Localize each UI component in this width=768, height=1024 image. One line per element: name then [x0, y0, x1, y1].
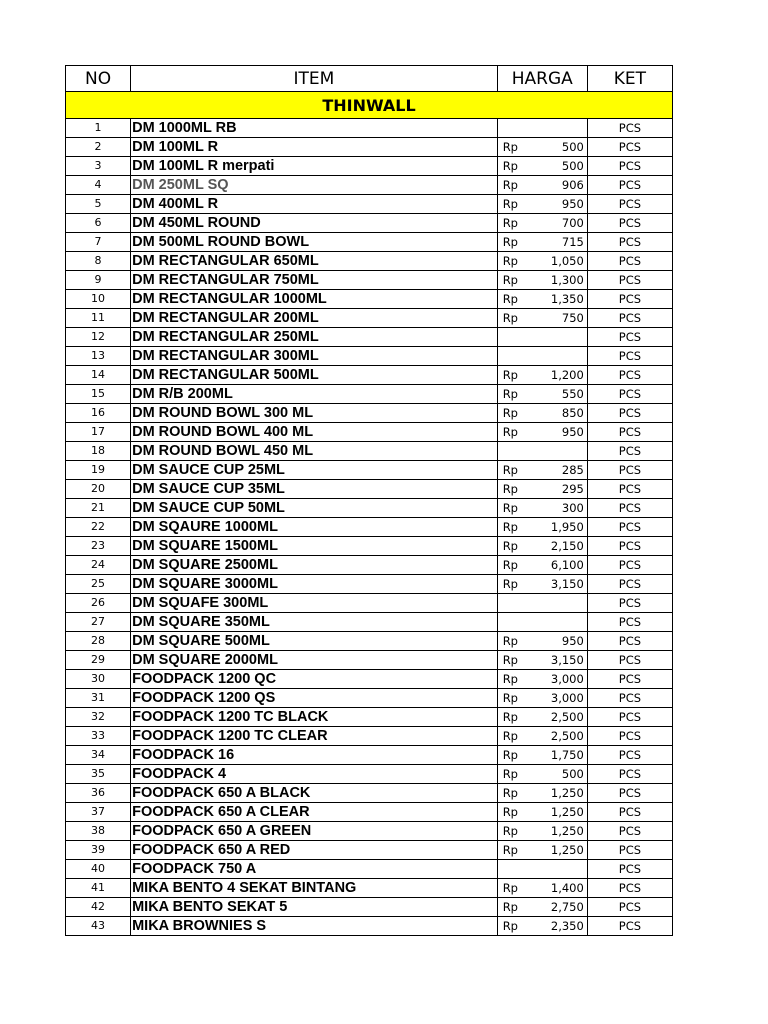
currency-label: Rp: [502, 368, 518, 382]
price-value: 715: [561, 235, 584, 249]
table-row: [66, 442, 673, 461]
price-value: 1,400: [550, 881, 584, 895]
row-number: 4: [66, 176, 131, 195]
unit-cell: PCS: [587, 157, 672, 176]
row-number: 31: [66, 689, 131, 708]
row-number: 23: [66, 537, 131, 556]
row-number: 20: [66, 480, 131, 499]
currency-label: Rp: [502, 273, 518, 287]
price-value: 1,350: [550, 292, 584, 306]
table-row: [66, 347, 673, 366]
table-row: [66, 708, 673, 727]
table-row: [66, 613, 673, 632]
price-value: 2,500: [550, 729, 584, 743]
price-value: 950: [561, 197, 584, 211]
unit-cell: PCS: [587, 385, 672, 404]
table-row: [66, 176, 673, 195]
price-value: 285: [561, 463, 584, 477]
price-cell: [497, 765, 587, 784]
table-row: [66, 575, 673, 594]
item-name: FOODPACK 1200 TC BLACK: [131, 708, 498, 727]
header-item: ITEM: [131, 66, 498, 92]
table-row: [66, 765, 673, 784]
row-number: 29: [66, 651, 131, 670]
table-row: [66, 385, 673, 404]
row-number: 38: [66, 822, 131, 841]
unit-cell: PCS: [587, 860, 672, 879]
price-value: 6,100: [550, 558, 584, 572]
item-name: FOODPACK 650 A BLACK: [131, 784, 498, 803]
currency-label: Rp: [502, 482, 518, 496]
currency-label: Rp: [502, 216, 518, 230]
currency-label: Rp: [502, 387, 518, 401]
unit-cell: PCS: [587, 708, 672, 727]
item-name: MIKA BROWNIES S: [131, 917, 498, 936]
item-name: DM SAUCE CUP 35ML: [131, 480, 498, 499]
price-cell: [497, 138, 587, 157]
row-number: 3: [66, 157, 131, 176]
price-cell: [497, 651, 587, 670]
item-name: MIKA BENTO SEKAT 5: [131, 898, 498, 917]
row-number: 27: [66, 613, 131, 632]
unit-cell: PCS: [587, 119, 672, 138]
price-cell: [497, 290, 587, 309]
row-number: 9: [66, 271, 131, 290]
price-cell: [497, 803, 587, 822]
price-cell: [497, 727, 587, 746]
row-number: 35: [66, 765, 131, 784]
price-cell: [497, 499, 587, 518]
table-row: [66, 860, 673, 879]
table-row: [66, 214, 673, 233]
unit-cell: PCS: [587, 423, 672, 442]
table-row: [66, 537, 673, 556]
row-number: 17: [66, 423, 131, 442]
price-value: 1,050: [550, 254, 584, 268]
currency-label: Rp: [502, 824, 518, 838]
currency-label: Rp: [502, 881, 518, 895]
price-cell: [497, 689, 587, 708]
unit-cell: PCS: [587, 670, 672, 689]
currency-label: Rp: [502, 786, 518, 800]
price-cell: [497, 708, 587, 727]
price-value: 750: [561, 311, 584, 325]
table-row: [66, 423, 673, 442]
table-row: [66, 803, 673, 822]
unit-cell: PCS: [587, 176, 672, 195]
price-cell: [497, 480, 587, 499]
currency-label: Rp: [502, 425, 518, 439]
price-cell: [497, 879, 587, 898]
price-value: 2,500: [550, 710, 584, 724]
table-row: [66, 480, 673, 499]
table-row: [66, 898, 673, 917]
row-number: 34: [66, 746, 131, 765]
price-cell: [497, 442, 587, 461]
price-value: 850: [561, 406, 584, 420]
currency-label: Rp: [502, 710, 518, 724]
price-cell: [497, 917, 587, 936]
price-cell: [497, 328, 587, 347]
row-number: 1: [66, 119, 131, 138]
item-name: DM 100ML R: [131, 138, 498, 157]
table-row: [66, 727, 673, 746]
currency-label: Rp: [502, 501, 518, 515]
item-name: DM SQUARE 500ML: [131, 632, 498, 651]
row-number: 19: [66, 461, 131, 480]
item-name: FOODPACK 1200 QC: [131, 670, 498, 689]
price-cell: [497, 575, 587, 594]
price-cell: [497, 176, 587, 195]
row-number: 25: [66, 575, 131, 594]
unit-cell: PCS: [587, 651, 672, 670]
price-value: 906: [561, 178, 584, 192]
unit-cell: PCS: [587, 689, 672, 708]
unit-cell: PCS: [587, 727, 672, 746]
row-number: 36: [66, 784, 131, 803]
row-number: 33: [66, 727, 131, 746]
table-row: [66, 651, 673, 670]
item-name: DM SQUARE 350ML: [131, 613, 498, 632]
table-row: [66, 195, 673, 214]
price-cell: [497, 404, 587, 423]
unit-cell: PCS: [587, 328, 672, 347]
price-value: 3,000: [550, 672, 584, 686]
currency-label: Rp: [502, 159, 518, 173]
item-name: DM ROUND BOWL 450 ML: [131, 442, 498, 461]
row-number: 16: [66, 404, 131, 423]
price-cell: [497, 594, 587, 613]
price-cell: [497, 537, 587, 556]
table-row: [66, 632, 673, 651]
price-cell: [497, 898, 587, 917]
unit-cell: PCS: [587, 613, 672, 632]
unit-cell: PCS: [587, 765, 672, 784]
unit-cell: PCS: [587, 841, 672, 860]
table-row: [66, 290, 673, 309]
currency-label: Rp: [502, 919, 518, 933]
price-cell: [497, 309, 587, 328]
currency-label: Rp: [502, 292, 518, 306]
unit-cell: PCS: [587, 347, 672, 366]
currency-label: Rp: [502, 178, 518, 192]
price-cell: [497, 556, 587, 575]
price-list-table: [65, 65, 673, 936]
unit-cell: PCS: [587, 214, 672, 233]
item-name: DM SQUARE 2000ML: [131, 651, 498, 670]
item-name: FOODPACK 650 A GREEN: [131, 822, 498, 841]
item-name: DM RECTANGULAR 500ML: [131, 366, 498, 385]
item-name: DM RECTANGULAR 1000ML: [131, 290, 498, 309]
item-name: DM SQUARE 2500ML: [131, 556, 498, 575]
row-number: 24: [66, 556, 131, 575]
price-value: 700: [561, 216, 584, 230]
table-row: [66, 841, 673, 860]
price-cell: [497, 157, 587, 176]
price-cell: [497, 366, 587, 385]
currency-label: Rp: [502, 729, 518, 743]
table-row: [66, 366, 673, 385]
item-name: DM SAUCE CUP 50ML: [131, 499, 498, 518]
currency-label: Rp: [502, 311, 518, 325]
row-number: 2: [66, 138, 131, 157]
currency-label: Rp: [502, 634, 518, 648]
table-row: [66, 271, 673, 290]
price-cell: [497, 518, 587, 537]
unit-cell: PCS: [587, 822, 672, 841]
unit-cell: PCS: [587, 442, 672, 461]
row-number: 8: [66, 252, 131, 271]
currency-label: Rp: [502, 235, 518, 249]
currency-label: Rp: [502, 254, 518, 268]
currency-label: Rp: [502, 843, 518, 857]
unit-cell: PCS: [587, 290, 672, 309]
unit-cell: PCS: [587, 746, 672, 765]
price-value: 2,350: [550, 919, 584, 933]
currency-label: Rp: [502, 406, 518, 420]
unit-cell: PCS: [587, 917, 672, 936]
item-name: DM ROUND BOWL 400 ML: [131, 423, 498, 442]
row-number: 5: [66, 195, 131, 214]
table-row: [66, 556, 673, 575]
item-name: DM R/B 200ML: [131, 385, 498, 404]
row-number: 32: [66, 708, 131, 727]
item-name: FOODPACK 4: [131, 765, 498, 784]
table-row: [66, 746, 673, 765]
price-cell: [497, 746, 587, 765]
currency-label: Rp: [502, 805, 518, 819]
header-ket: KET: [587, 66, 672, 92]
row-number: 21: [66, 499, 131, 518]
unit-cell: PCS: [587, 898, 672, 917]
table-row: [66, 119, 673, 138]
currency-label: Rp: [502, 577, 518, 591]
item-name: DM SQUARE 3000ML: [131, 575, 498, 594]
header-harga: HARGA: [497, 66, 587, 92]
table-row: [66, 328, 673, 347]
table-row: [66, 404, 673, 423]
item-name: FOODPACK 650 A CLEAR: [131, 803, 498, 822]
price-value: 3,000: [550, 691, 584, 705]
unit-cell: PCS: [587, 537, 672, 556]
category-label: THINWALL: [66, 92, 673, 119]
row-number: 15: [66, 385, 131, 404]
item-name: DM SAUCE CUP 25ML: [131, 461, 498, 480]
price-cell: [497, 423, 587, 442]
price-cell: [497, 632, 587, 651]
row-number: 26: [66, 594, 131, 613]
row-number: 37: [66, 803, 131, 822]
table-row: [66, 822, 673, 841]
unit-cell: PCS: [587, 632, 672, 651]
price-value: 1,300: [550, 273, 584, 287]
price-value: 500: [561, 159, 584, 173]
row-number: 7: [66, 233, 131, 252]
item-name: FOODPACK 650 A RED: [131, 841, 498, 860]
price-cell: [497, 271, 587, 290]
price-value: 500: [561, 767, 584, 781]
price-cell: [497, 860, 587, 879]
table-row: [66, 309, 673, 328]
price-cell: [497, 233, 587, 252]
row-number: 43: [66, 917, 131, 936]
price-value: 2,150: [550, 539, 584, 553]
item-name: DM 400ML R: [131, 195, 498, 214]
price-cell: [497, 822, 587, 841]
price-value: 950: [561, 425, 584, 439]
row-number: 22: [66, 518, 131, 537]
table-row: [66, 252, 673, 271]
unit-cell: PCS: [587, 404, 672, 423]
table-row: [66, 689, 673, 708]
price-value: 3,150: [550, 577, 584, 591]
price-cell: [497, 119, 587, 138]
item-name: DM 1000ML RB: [131, 119, 498, 138]
price-cell: [497, 347, 587, 366]
table-row: [66, 138, 673, 157]
currency-label: Rp: [502, 463, 518, 477]
price-value: 1,250: [550, 805, 584, 819]
currency-label: Rp: [502, 691, 518, 705]
table-row: [66, 784, 673, 803]
unit-cell: PCS: [587, 138, 672, 157]
item-name: FOODPACK 1200 QS: [131, 689, 498, 708]
price-value: 1,200: [550, 368, 584, 382]
item-name: DM SQUAFE 300ML: [131, 594, 498, 613]
row-number: 39: [66, 841, 131, 860]
currency-label: Rp: [502, 140, 518, 154]
table-row: [66, 917, 673, 936]
item-name: DM RECTANGULAR 650ML: [131, 252, 498, 271]
table-row: [66, 594, 673, 613]
price-cell: [497, 385, 587, 404]
price-cell: [497, 670, 587, 689]
currency-label: Rp: [502, 767, 518, 781]
item-name: FOODPACK 1200 TC CLEAR: [131, 727, 498, 746]
table-row: [66, 233, 673, 252]
table-row: [66, 461, 673, 480]
price-value: 295: [561, 482, 584, 496]
currency-label: Rp: [502, 748, 518, 762]
price-value: 300: [561, 501, 584, 515]
row-number: 12: [66, 328, 131, 347]
currency-label: Rp: [502, 520, 518, 534]
item-name: FOODPACK 750 A: [131, 860, 498, 879]
unit-cell: PCS: [587, 233, 672, 252]
price-cell: [497, 784, 587, 803]
price-cell: [497, 461, 587, 480]
price-value: 1,750: [550, 748, 584, 762]
unit-cell: PCS: [587, 556, 672, 575]
item-name: DM RECTANGULAR 250ML: [131, 328, 498, 347]
price-value: 550: [561, 387, 584, 401]
table-row: [66, 157, 673, 176]
unit-cell: PCS: [587, 803, 672, 822]
item-name: DM 250ML SQ: [131, 176, 498, 195]
price-value: 1,250: [550, 786, 584, 800]
currency-label: Rp: [502, 558, 518, 572]
category-row: [66, 92, 673, 119]
unit-cell: PCS: [587, 879, 672, 898]
row-number: 28: [66, 632, 131, 651]
unit-cell: PCS: [587, 252, 672, 271]
row-number: 42: [66, 898, 131, 917]
row-number: 18: [66, 442, 131, 461]
unit-cell: PCS: [587, 480, 672, 499]
price-value: 500: [561, 140, 584, 154]
item-name: DM SQAURE 1000ML: [131, 518, 498, 537]
table-row: [66, 670, 673, 689]
table-row: [66, 879, 673, 898]
price-cell: [497, 214, 587, 233]
unit-cell: PCS: [587, 575, 672, 594]
price-cell: [497, 613, 587, 632]
currency-label: Rp: [502, 539, 518, 553]
unit-cell: PCS: [587, 499, 672, 518]
price-value: 1,950: [550, 520, 584, 534]
row-number: 40: [66, 860, 131, 879]
row-number: 30: [66, 670, 131, 689]
unit-cell: PCS: [587, 195, 672, 214]
row-number: 11: [66, 309, 131, 328]
item-name: DM SQUARE 1500ML: [131, 537, 498, 556]
price-cell: [497, 195, 587, 214]
unit-cell: PCS: [587, 594, 672, 613]
currency-label: Rp: [502, 653, 518, 667]
currency-label: Rp: [502, 672, 518, 686]
row-number: 10: [66, 290, 131, 309]
item-name: DM 500ML ROUND BOWL: [131, 233, 498, 252]
unit-cell: PCS: [587, 461, 672, 480]
row-number: 14: [66, 366, 131, 385]
unit-cell: PCS: [587, 309, 672, 328]
price-value: 2,750: [550, 900, 584, 914]
row-number: 6: [66, 214, 131, 233]
item-name: FOODPACK 16: [131, 746, 498, 765]
item-name: DM RECTANGULAR 750ML: [131, 271, 498, 290]
row-number: 13: [66, 347, 131, 366]
table-row: [66, 499, 673, 518]
price-cell: [497, 252, 587, 271]
item-name: DM 100ML R merpati: [131, 157, 498, 176]
item-name: DM RECTANGULAR 200ML: [131, 309, 498, 328]
item-name: MIKA BENTO 4 SEKAT BINTANG: [131, 879, 498, 898]
unit-cell: PCS: [587, 366, 672, 385]
table-row: [66, 518, 673, 537]
price-value: 1,250: [550, 843, 584, 857]
price-value: 3,150: [550, 653, 584, 667]
currency-label: Rp: [502, 197, 518, 211]
price-value: 950: [561, 634, 584, 648]
unit-cell: PCS: [587, 784, 672, 803]
currency-label: Rp: [502, 900, 518, 914]
item-name: DM 450ML ROUND: [131, 214, 498, 233]
price-value: 1,250: [550, 824, 584, 838]
unit-cell: PCS: [587, 271, 672, 290]
row-number: 41: [66, 879, 131, 898]
price-cell: [497, 841, 587, 860]
unit-cell: PCS: [587, 518, 672, 537]
header-no: NO: [66, 66, 131, 92]
item-name: DM ROUND BOWL 300 ML: [131, 404, 498, 423]
item-name: DM RECTANGULAR 300ML: [131, 347, 498, 366]
header-row: [66, 66, 673, 92]
